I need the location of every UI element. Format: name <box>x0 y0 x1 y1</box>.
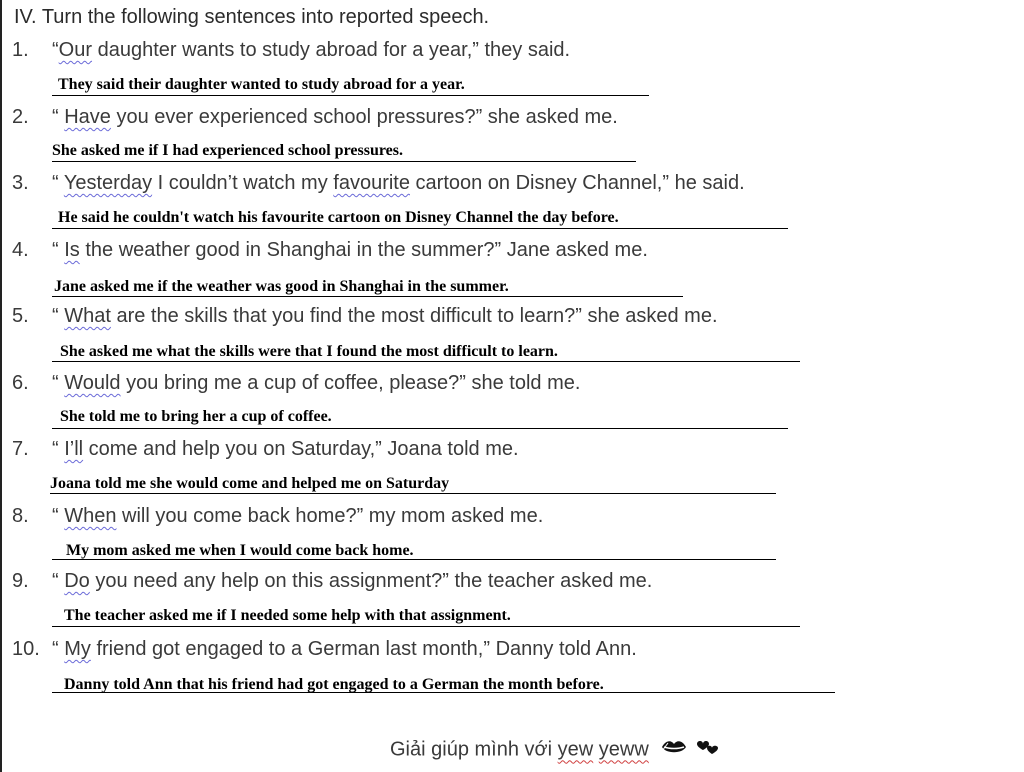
answer-7: Joana told me she would come and helped me on Saturday <box>50 475 450 492</box>
spellcheck-word: When <box>64 505 117 527</box>
spellcheck-word: I’ll <box>64 438 84 460</box>
question-9: 9. “ Do you need any help on this assignment?” the teacher asked me. <box>12 570 653 592</box>
question-8: 8. “ When will you come back home?” my mom asked me. <box>12 505 544 527</box>
question-number: 10. <box>12 638 40 660</box>
spellcheck-word: yeww <box>598 738 649 761</box>
answer-2: She asked me if I had experienced school pressures. <box>52 142 403 159</box>
answer-1: They said their daughter wanted to study abroad for a year. <box>58 76 465 93</box>
question-4: 4. “ Is the weather good in Shanghai in the summer?” Jane asked me. <box>12 239 648 261</box>
answer-line-3 <box>52 228 788 229</box>
question-7: 7. “ I’ll come and help you on Saturday,” Joana told me. <box>12 438 519 460</box>
answer-line-2 <box>52 161 636 162</box>
answer-5: She asked me what the skills were that I found the most difficult to learn. <box>60 343 558 360</box>
answer-line-5 <box>52 361 800 362</box>
answer-9: The teacher asked me if I needed some help with that assignment. <box>64 607 511 624</box>
question-6: 6. “ Would you bring me a cup of coffee, please?” she told me. <box>12 372 581 394</box>
question-2: 2. “ Have you ever experienced school pressures?” she asked me. <box>12 106 618 128</box>
spellcheck-word: Do <box>64 570 90 592</box>
question-number: 2. <box>12 106 29 128</box>
question-10: 10. “ My friend got engaged to a German last month,” Danny told Ann. <box>12 638 637 660</box>
answer-line-10 <box>52 692 835 693</box>
answer-line-7 <box>50 493 776 494</box>
question-5: 5. “ What are the skills that you find the most difficult to learn?” she asked me. <box>12 305 718 327</box>
answer-line-8 <box>52 559 776 560</box>
question-number: 1. <box>12 39 29 61</box>
spellcheck-word: Have <box>64 106 111 128</box>
question-number: 6. <box>12 372 29 394</box>
answer-line-4 <box>52 296 683 297</box>
question-number: 3. <box>12 172 29 194</box>
question-number: 4. <box>12 239 29 261</box>
spellcheck-word: My <box>64 638 91 660</box>
kiss-lips-icon <box>660 738 688 762</box>
answer-10: Danny told Ann that his friend had got engaged to a German the month before. <box>64 676 604 693</box>
spellcheck-word: Is <box>64 239 80 261</box>
question-3: 3. “ Yesterday I couldn’t watch my favourite cartoon on Disney Channel,” he said. <box>12 172 745 194</box>
question-1: 1. “Our daughter wants to study abroad for a year,” they said. <box>12 39 571 61</box>
spellcheck-word: What <box>64 305 111 327</box>
question-number: 7. <box>12 438 29 460</box>
answer-line-1 <box>52 95 649 96</box>
spellcheck-word: Yesterday <box>63 172 153 194</box>
question-number: 9. <box>12 570 29 592</box>
answer-4: Jane asked me if the weather was good in Shanghai in the summer. <box>54 278 509 295</box>
spellcheck-word: yew <box>557 738 594 761</box>
page-left-border <box>0 0 2 772</box>
hearts-icon <box>696 738 720 762</box>
answer-6: She told me to bring her a cup of coffee. <box>60 408 332 425</box>
question-number: 5. <box>12 305 29 327</box>
answer-line-9 <box>52 626 800 627</box>
help-request-text: Giải giúp mình với yew yeww <box>390 738 720 762</box>
answer-3: He said he couldn't watch his favourite cartoon on Disney Channel the day before. <box>58 209 619 226</box>
exercise-title: IV. Turn the following sentences into reported speech. <box>14 6 490 28</box>
answer-8: My mom asked me when I would come back home. <box>66 542 414 559</box>
question-number: 8. <box>12 505 29 527</box>
spellcheck-word: Our <box>58 39 93 61</box>
spellcheck-word: Would <box>64 372 121 394</box>
spellcheck-word: favourite <box>333 172 410 194</box>
answer-line-6 <box>52 428 788 429</box>
